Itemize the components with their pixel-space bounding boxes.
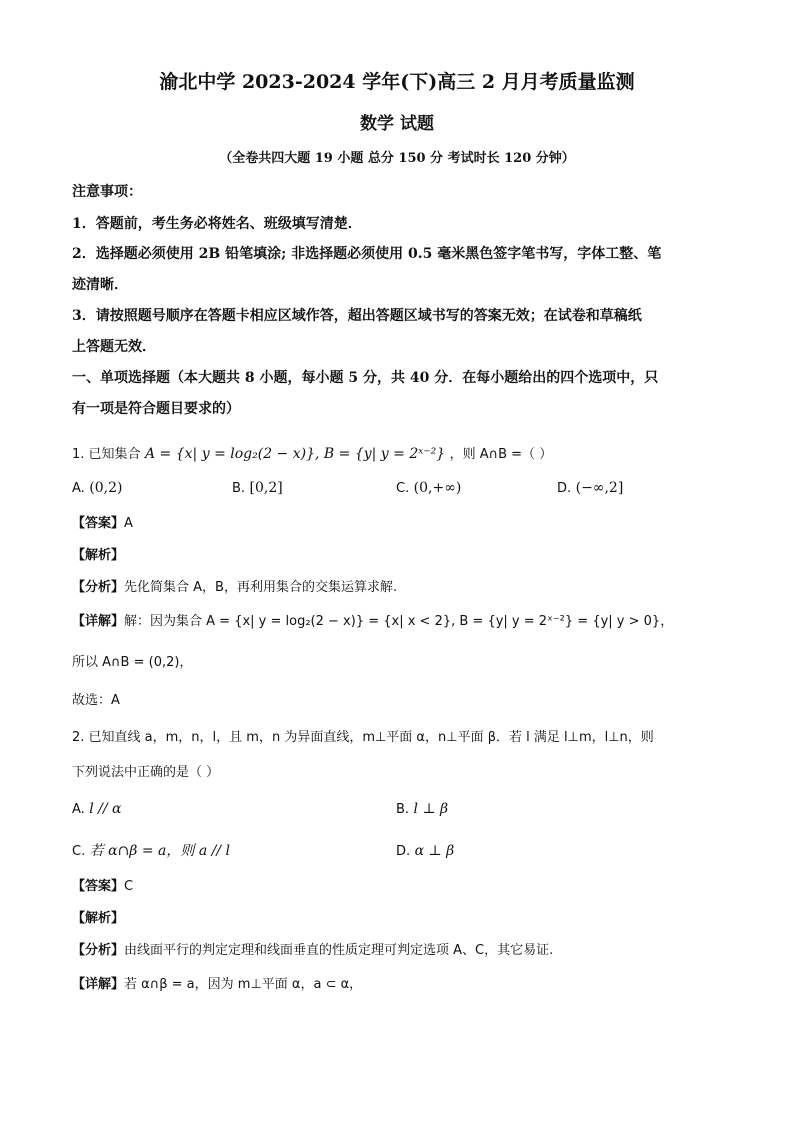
q2-answer [72,877,732,897]
q2-option-a [72,799,122,820]
option-text: 若 α∩β = a，则 a // l [89,843,230,859]
answer-tag: 【答案】 [72,516,125,531]
q1-option-a [72,478,122,499]
section-1-line-1: 一、单项选择题（本大题共 8 小题，每小题 5 分，共 40 分．在每小题给出的四个选项中，只 [72,370,659,386]
notes-item-2-line-1: 2．选择题必须使用 2B 铅笔填涂; 非选择题必须使用 0.5 毫米黑色签字笔书写，字体工整、笔 [72,246,662,262]
q1-xiangjie [72,612,732,632]
q1-number: 1. 已知集合 [72,447,141,462]
option-label: A. [72,802,85,817]
option-label: B. [232,481,246,496]
notes-item-3-line-2: 上答题无效． [72,339,156,355]
answer-value: C [124,879,134,894]
option-label: C. [396,481,410,496]
q1-fenxi [72,578,732,598]
q1-option-b [232,478,283,499]
answer-value: A [124,516,133,531]
option-text: l ⊥ β [413,801,449,817]
q1-analysis-tag [72,546,732,566]
fenxi-text: 由线面平行的判定定理和线面垂直的性质定理可判定选项 A、C，其它易证. [124,943,554,958]
option-text: (0,+∞) [413,480,462,496]
fenxi-tag: 【分析】 [72,943,125,958]
xiangjie-tag: 【详解】 [72,614,125,629]
q1-choose: 故选：A [72,693,120,708]
exam-subtitle: 数学 试题 [360,114,434,134]
notes-item-2-line-2: 迹清晰． [72,277,128,293]
q1-stem [72,444,732,465]
option-text: l // α [89,801,122,817]
xiangjie-text: 解：因为集合 A = {x| y = log₂(2 − x)} = {x| x < 2}, B = {y| y = 2ˣ⁻²} = {y| y > 0}， [124,614,674,629]
option-text: [0,2] [249,480,283,496]
q1-conclusion: 所以 A∩B = (0,2)， [72,655,193,670]
q1-option-c [396,478,461,499]
option-text: α ⊥ β [414,843,455,859]
option-text: (0,2) [89,480,123,496]
fenxi-text: 先化简集合 A，B，再利用集合的交集运算求解. [124,580,398,595]
q1-answer [72,514,732,534]
analysis-tag: 【解析】 [72,911,125,926]
notes-heading: 注意事项： [72,184,142,200]
option-label: D. [396,844,411,859]
option-label: D. [557,481,572,496]
q1-sets: A = {x| y = log₂(2 − x)}, B = {y| y = 2ˣ⁻²} [145,446,446,462]
exam-title: 渝北中学 2023-2024 学年(下)高三 2 月月考质量监测 [159,71,635,93]
exam-info: （全卷共四大题 19 小题 总分 150 分 考试时长 120 分钟） [219,151,575,166]
q2-option-c [72,841,230,862]
q1-option-d [557,478,623,499]
q2-option-d [396,841,454,862]
xiangjie-text: 若 α∩β = a，因为 m⊥平面 α，a ⊂ α， [124,977,363,992]
fenxi-tag: 【分析】 [72,580,125,595]
option-label: C. [72,844,86,859]
answer-tag: 【答案】 [72,879,125,894]
q2-fenxi [72,941,732,961]
q2-stem-line-1: 2. 已知直线 a，m，n，l，且 m，n 为异面直线，m⊥平面 α，n⊥平面 β．若 l 满足 l⊥m，l⊥n，则 [72,730,654,745]
notes-item-3-line-1: 3．请按照题号顺序在答题卡相应区域作答，超出答题区域书写的答案无效；在试卷和草稿纸 [72,308,642,324]
section-1-line-2: 有一项是符合题目要求的） [72,401,240,417]
option-text: (−∞,2] [575,480,624,496]
q2-analysis-tag [72,909,732,929]
notes-item-1: 1．答题前，考生务必将姓名、班级填写清楚． [72,216,362,232]
xiangjie-tag: 【详解】 [72,977,125,992]
q2-xiangjie [72,975,732,995]
q2-option-b [396,799,448,820]
q1-tail: ，则 A∩B =（ ） [449,447,553,462]
option-label: A. [72,481,85,496]
analysis-tag: 【解析】 [72,548,125,563]
q2-stem-line-2: 下列说法中正确的是（ ） [72,765,220,780]
option-label: B. [396,802,410,817]
